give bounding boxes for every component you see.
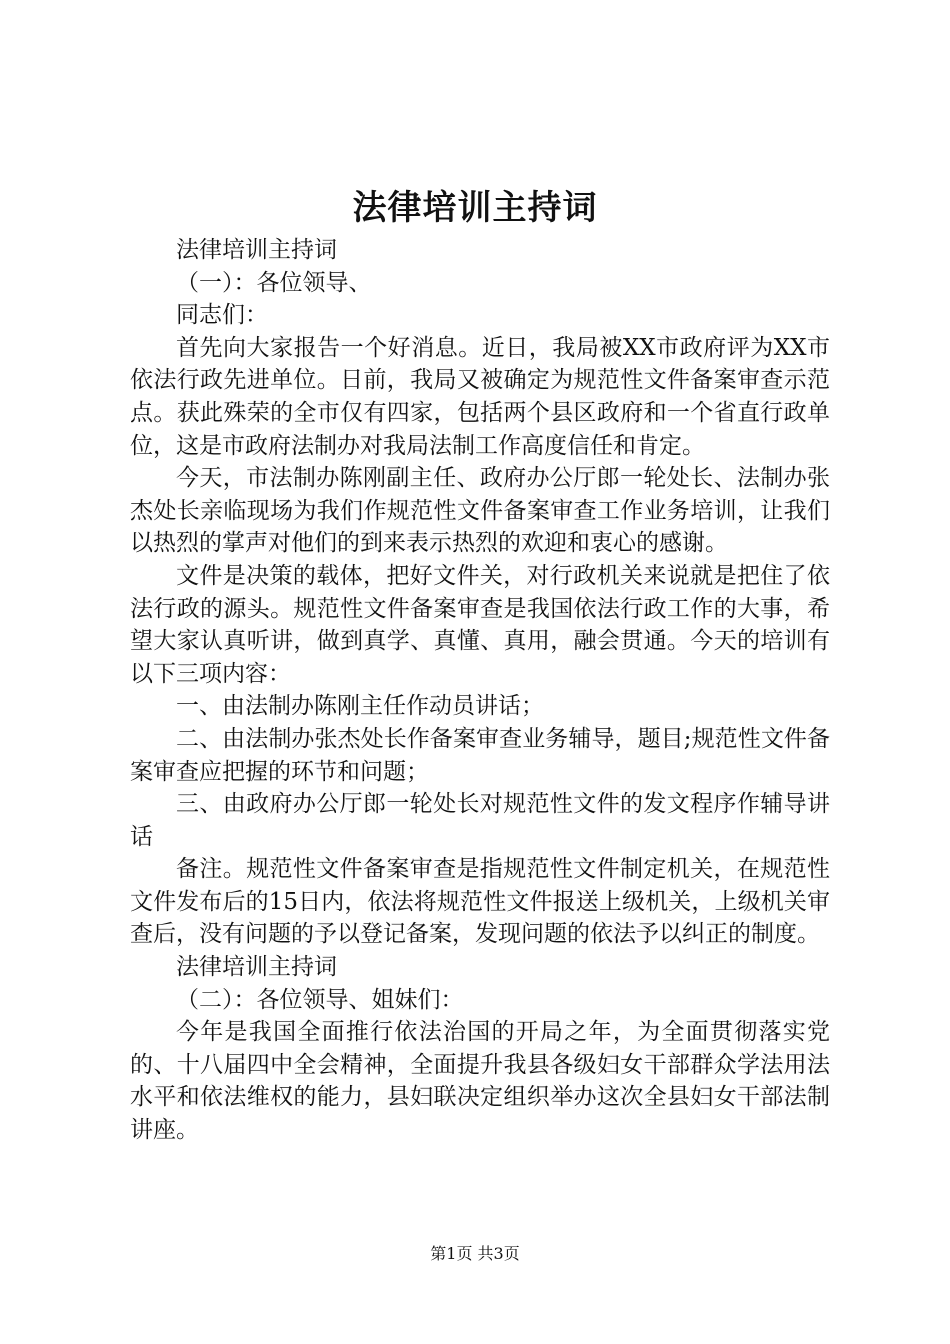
- page-footer: 第1页 共3页: [430, 1244, 520, 1263]
- paragraph: 三、由政府办公厅郎一轮处长对规范性文件的发文程序作辅导讲话: [130, 791, 830, 850]
- paragraph: 备注。规范性文件备案审查是指规范性文件制定机关，在规范性文件发布后的15日内，依法将规范性文件报送上级机关，上级机关审查后，没有问题的予以登记备案，发现问题的依法予以纠正的制度。: [130, 856, 830, 948]
- paragraph: （二）：各位领导、姐妹们：: [176, 986, 464, 1013]
- paragraph: 今年是我国全面推行依法治国的开局之年，为全面贯彻落实党的、十八届四中全会精神，全面提升我县各级妇女干部群众学法用法水平和依法维权的能力，县妇联决定组织举办这次全县妇女干部法制讲座。: [130, 1019, 830, 1144]
- paragraph: 今天，市法制办陈刚副主任、政府办公厅郎一轮处长、法制办张杰处长亲临现场为我们作规范性文件备案审查工作业务培训，让我们以热烈的掌声对他们的到来表示热烈的欢迎和衷心的感谢。: [130, 465, 830, 557]
- paragraph: 文件是决策的载体，把好文件关，对行政机关来说就是把住了依法行政的源头。规范性文件备案审查是我国依法行政工作的大事，希望大家认真听讲，做到真学、真懂、真用，融会贯通。今天的培训有以下三项内容：: [130, 562, 830, 687]
- paragraph: 一、由法制办陈刚主任作动员讲话；: [176, 693, 544, 720]
- paragraph: 法律培训主持词: [176, 237, 337, 263]
- document-title: 法律培训主持词: [352, 188, 598, 228]
- paragraph: 首先向大家报告一个好消息。近日，我局被XX市政府评为XX市依法行政先进单位。日前，我局又被确定为规范性文件备案审查示范点。获此殊荣的全市仅有四家，包括两个县区政府和一个省直行政单位，这是市政府法制办对我局法制工作高度信任和肯定。: [130, 334, 830, 459]
- paragraph: 二、由法制办张杰处长作备案审查业务辅导，题目;规范性文件备案审查应把握的环节和问题；: [130, 725, 830, 785]
- paragraph: （一）：各位领导、: [176, 269, 372, 296]
- paragraph: 同志们：: [176, 302, 268, 329]
- document-body: [130, 234, 830, 1147]
- paragraph: 法律培训主持词: [176, 954, 337, 981]
